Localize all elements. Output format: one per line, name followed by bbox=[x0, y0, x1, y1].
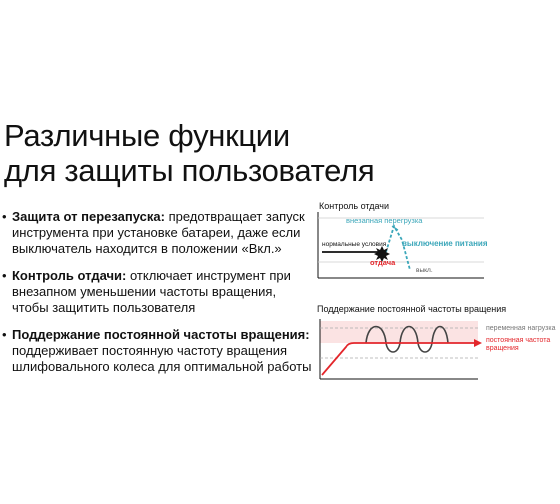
label-variable-load: переменная нагрузка bbox=[486, 325, 556, 332]
title-line-2: для защиты пользователя bbox=[4, 153, 375, 188]
label-constant-speed-line2: вращения bbox=[486, 345, 519, 352]
label-kickback: отдача bbox=[370, 258, 396, 267]
title-line-1: Различные функции bbox=[4, 118, 290, 153]
label-normal: нормальные условия bbox=[322, 241, 387, 248]
feature-text: отключает инструмент при внезапном уменьшении частоты вращения, чтобы защитить пользователя bbox=[12, 268, 291, 315]
label-power-off: выключение питания bbox=[402, 239, 488, 248]
feature-text: поддерживает постоянную частоту вращения шлифовального колеса для оптимальной работы bbox=[12, 343, 312, 374]
speed-chart-title: Поддержание постоянной частоты вращения bbox=[317, 304, 507, 314]
page-title bbox=[4, 118, 374, 188]
feature-title: Контроль отдачи: bbox=[12, 268, 127, 283]
feature-list bbox=[2, 209, 314, 386]
kickback-diagram bbox=[312, 210, 492, 286]
label-constant-speed bbox=[486, 337, 550, 352]
feature-title: Поддержание постоянной частоты вращения: bbox=[12, 327, 310, 342]
feature-restart-protection bbox=[2, 209, 314, 257]
constant-speed-diagram bbox=[312, 315, 560, 385]
feature-title: Защита от перезапуска: bbox=[12, 209, 165, 224]
label-off: выкл. bbox=[416, 267, 433, 274]
feature-constant-speed bbox=[2, 327, 314, 375]
feature-kickback-control bbox=[2, 268, 314, 316]
feature-text: предотвращает запуск инструмента при установке батареи, даже если выключатель находится в положении «Вкл.» bbox=[12, 209, 305, 256]
label-overload: внезапная перегрузка bbox=[346, 216, 423, 225]
label-constant-speed-line1: постоянная частота bbox=[486, 337, 551, 344]
kickback-chart-title: Контроль отдачи bbox=[319, 201, 390, 211]
variable-load-band bbox=[320, 321, 478, 343]
